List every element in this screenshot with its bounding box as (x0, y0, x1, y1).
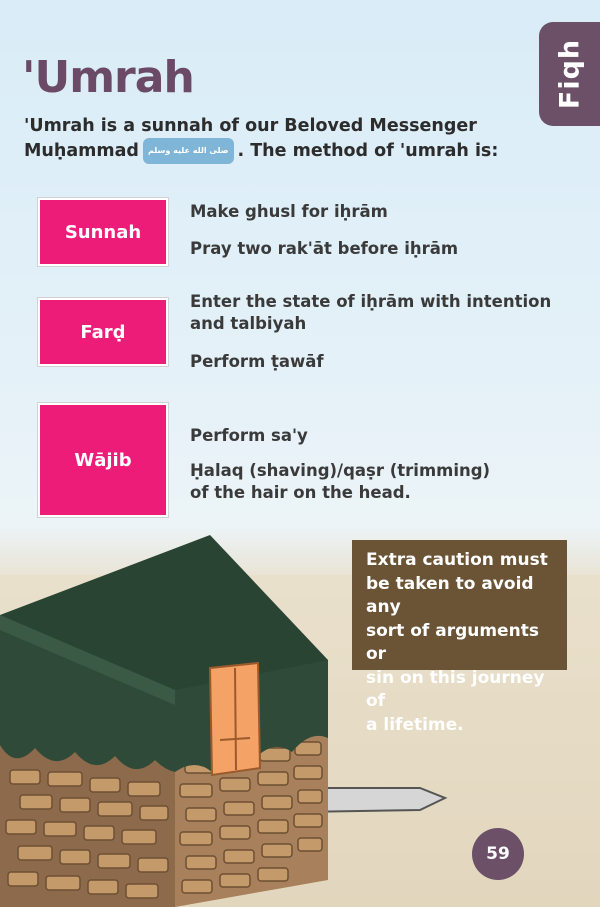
fard-item-1-cont: and talbiyah (190, 314, 307, 333)
fard-item-2: Perform ṭawāf (190, 352, 324, 371)
caution-line-5: a lifetime. (366, 714, 464, 735)
wajib-item-2-cont: of the hair on the head. (190, 483, 411, 502)
wajib-item-1: Perform sa'y (190, 426, 308, 445)
sunnah-item-1: Make ghusl for iḥrām (190, 202, 388, 221)
intro-line-1: 'Umrah is a sunnah of our Beloved Messenger (24, 116, 477, 136)
page-number: 59 (472, 828, 524, 880)
caution-line-2: be taken to avoid any (366, 573, 534, 617)
caution-line-4: sin on this journey of (366, 667, 545, 711)
honorific-badge: صلى الله عليه وسلم (143, 138, 234, 164)
page-title: 'Umrah (22, 52, 194, 103)
caution-box (352, 540, 567, 735)
sunnah-item-2: Pray two rak'āt before iḥrām (190, 239, 459, 258)
fard-label: Farḍ (38, 298, 168, 366)
caution-line-1: Extra caution must (366, 550, 548, 570)
intro-method: . The method of 'umrah is: (237, 141, 499, 161)
section-tab-label: Fiqh (554, 38, 585, 110)
sunnah-label: Sunnah (38, 198, 168, 266)
intro-prophet-name: Muḥammad (24, 141, 139, 161)
fard-item-1: Enter the state of iḥrām with intention (190, 292, 552, 311)
caution-line-3: sort of arguments or (366, 620, 539, 664)
wajib-label: Wājib (38, 403, 168, 517)
wajib-item-2: Ḥalaq (shaving)/qaṣr (trimming) (190, 461, 491, 480)
